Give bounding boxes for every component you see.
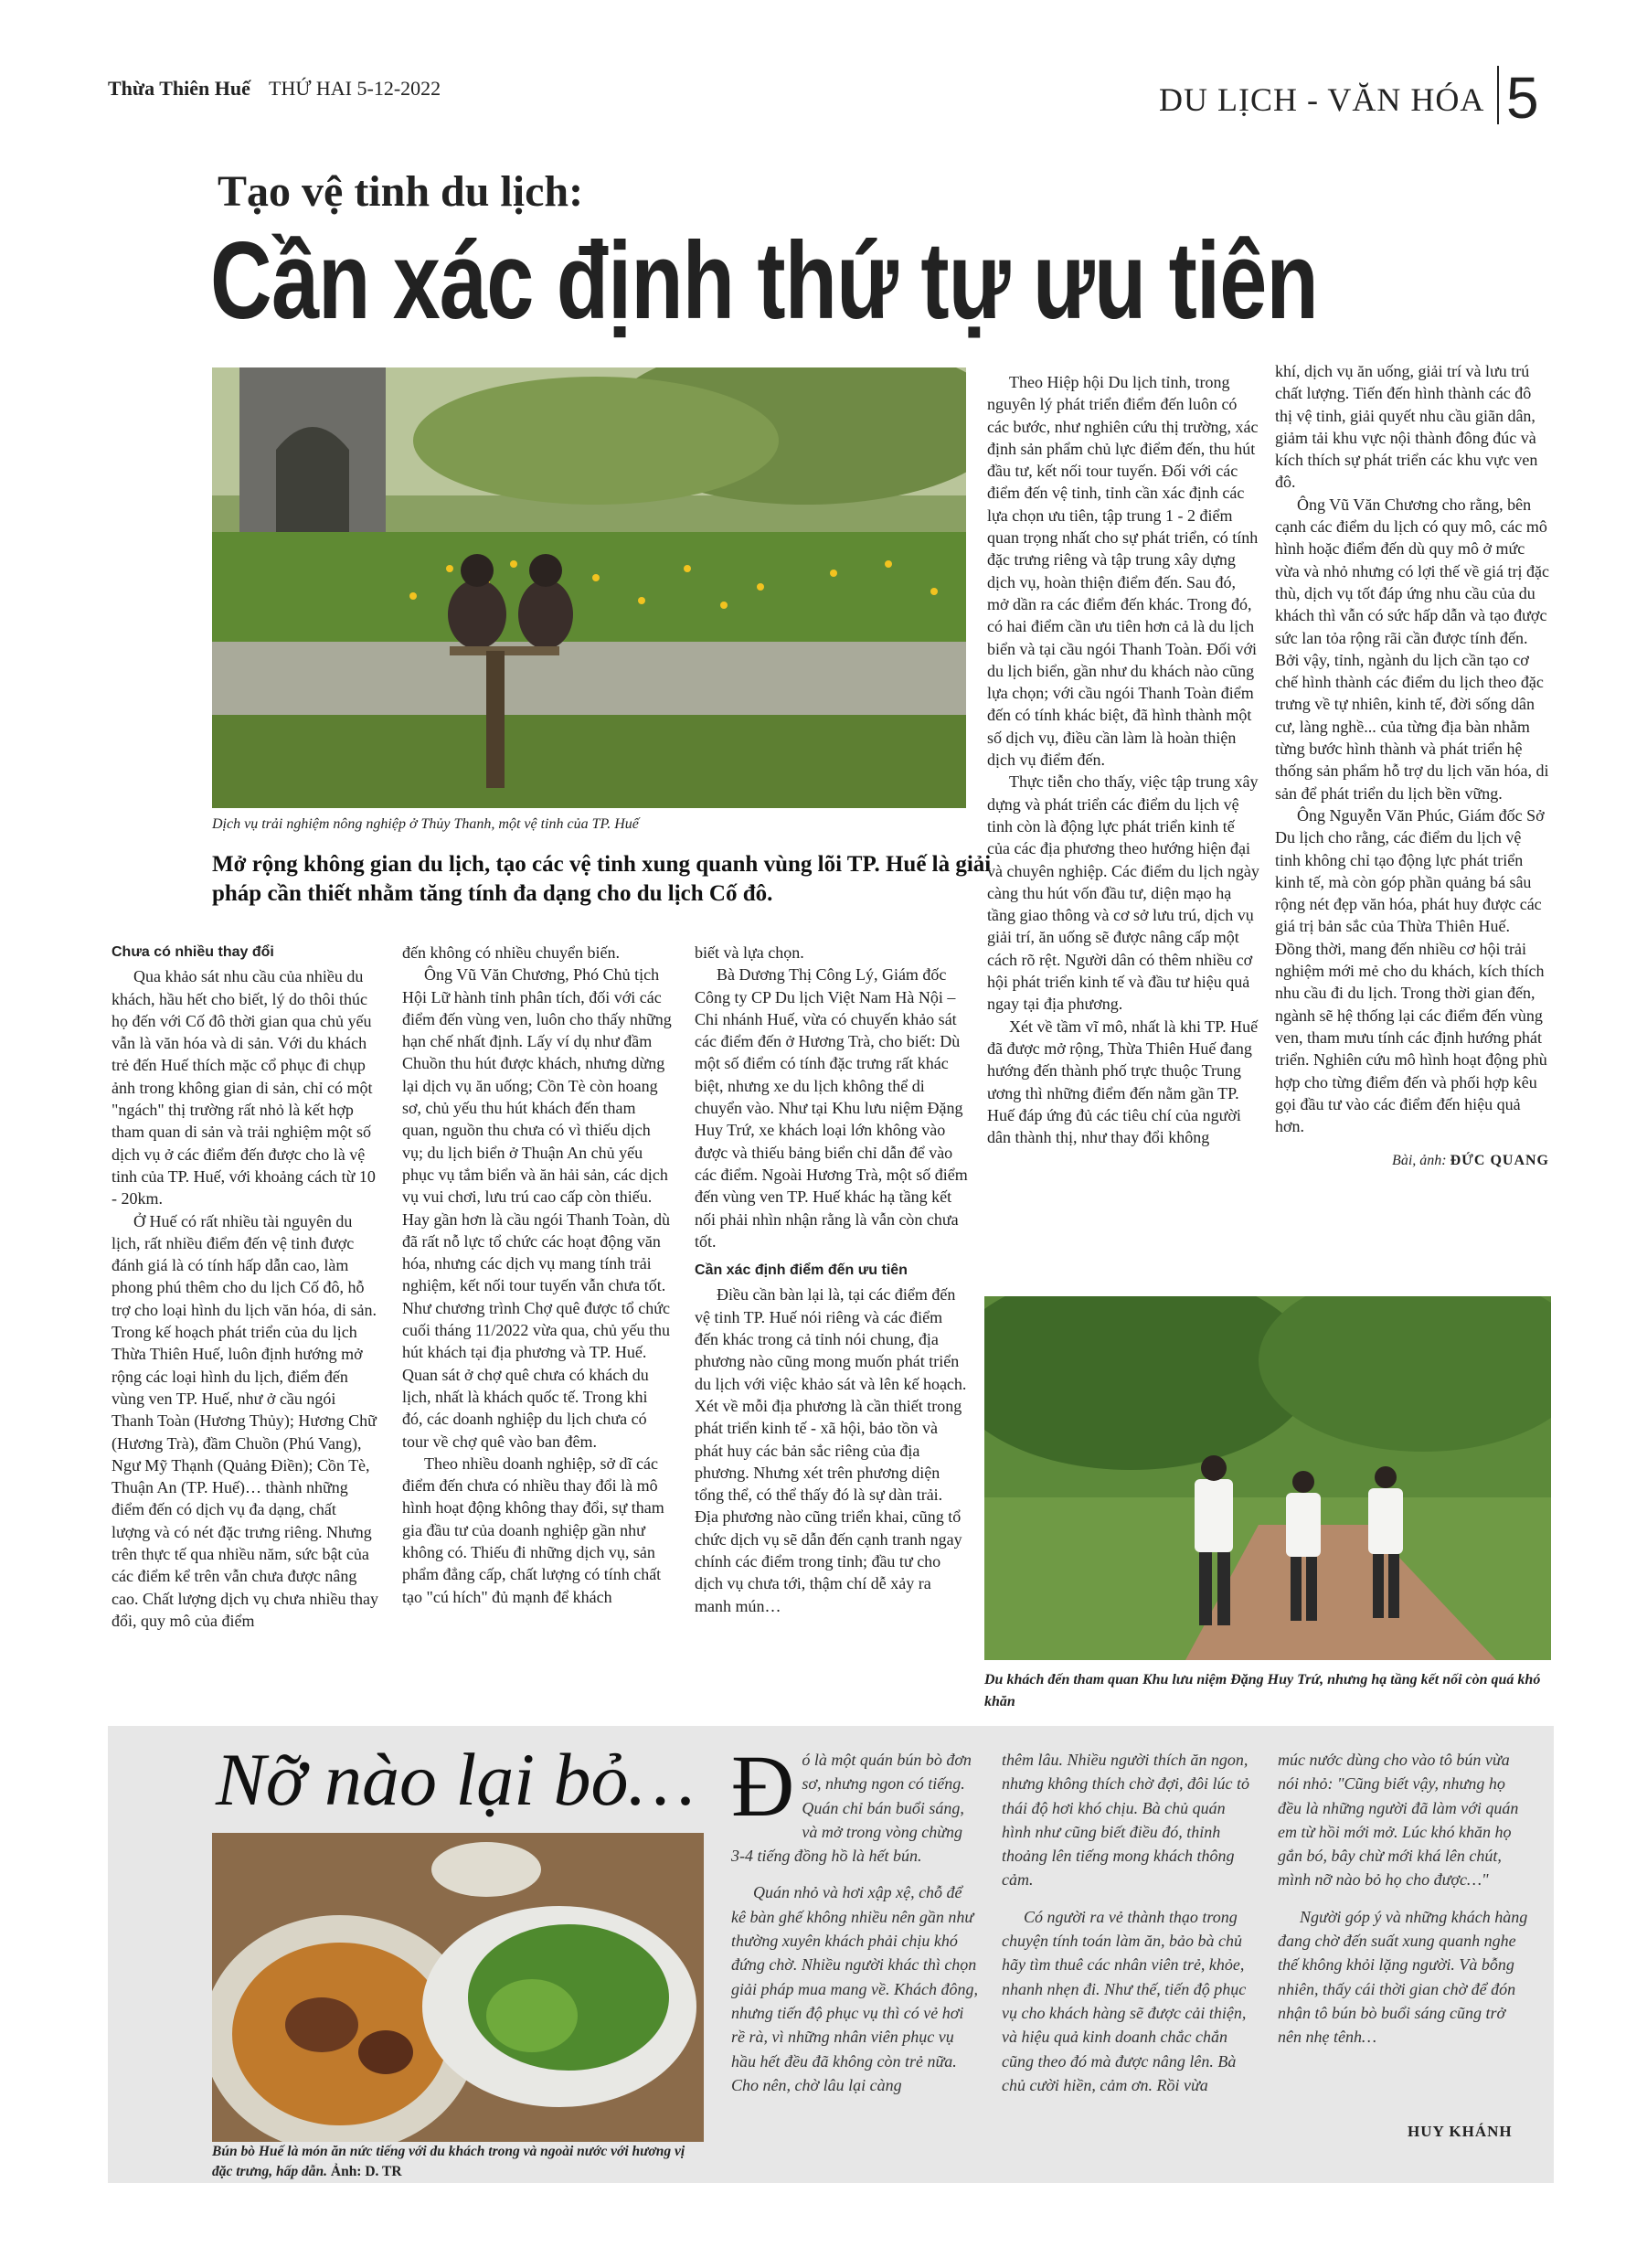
bun-bo-photo-credit: Ảnh: D. TR: [330, 2164, 402, 2179]
paragraph: Ông Vũ Văn Chương, Phó Chủ tịch Hội Lữ hành tỉnh phân tích, đối với các điểm đến vùng ven, luôn cho thấy những hạn chế nhất định. Lấy ví dụ như đầm Chuồn thu hút được khách, nhưng dừng lại dịch vụ ăn uống; Cồn Tè còn hoang sơ, chủ yếu thu hút khách đến tham quan, nguồn thu chưa có vì thiếu dịch vụ; du lịch biển ở Thuận An chủ yếu phục vụ tắm biển và ăn hải sản, các dịch vụ vui chơi, lưu trú cao cấp còn thiếu. Hay gần hơn là cầu ngói Thanh Toàn, dù đã rất nỗ lực tổ chức các hoạt động văn hóa, nhưng các dịch vụ mang tính trải nghiệm, kết nối tour tuyến vẫn chưa tốt. Như chương trình Chợ quê được tổ chức cuối tháng 11/2022 vừa qua, chủ yếu thu hút khách tại địa phương và TP. Huế. Quan sát ở chợ quê chưa có khách du lịch, nhất là khách quốc tế. Trong khi đó, các doanh nghiệp du lịch chưa có tour về chợ quê vào ban đêm.: [402, 965, 672, 1451]
subhead-no-change: Chưa có nhiều thay đổi: [112, 944, 274, 960]
paragraph: Quán nhỏ và hơi xập xệ, chỗ để kê bàn ghế không nhiều nên gần như thường xuyên khách phải chịu khó đứng chờ. Nhiều người khác thì chọn giải pháp mua mang về. Khách đông, nhưng tiến độ phục vụ thì có vẻ hơi rề rà, vì những nhân viên phục vụ hầu hết đều đã không còn trẻ nữa. Cho nên, chờ lâu lại càng: [731, 1883, 978, 2094]
bun-bo-caption-text: Bún bò Huế là món ăn nức tiếng với du khách trong và ngoài nước với hương vị đặc trưng, hấp dẫn.: [212, 2144, 685, 2179]
photo2-caption: Du khách đến tham quan Khu lưu niệm Đặng Huy Trứ, nhưng hạ tầng kết nối còn quá khó khăn: [984, 1672, 1541, 1709]
paragraph: Bà Dương Thị Công Lý, Giám đốc Công ty CP Du lịch Việt Nam Hà Nội – Chi nhánh Huế, vừa có chuyến khảo sát các điểm đến ở Hương Trà, cho biết: Dù một số điểm có tính đặc trưng rất khác biệt, nhưng xe du lịch không thể di chuyển vào. Như tại Khu lưu niệm Đặng Huy Trứ, xe khách loại lớn không vào được và thiếu bảng biển chỉ dẫn để vào các điểm. Ngoài Hương Trà, một số điểm đến vùng ven TP. Huế khác hạ tầng kết nối phải nhìn nhận rằng là vẫn còn chưa tốt.: [695, 965, 968, 1251]
byline-author: ĐỨC QUANG: [1450, 1153, 1549, 1169]
article-headline: Cần xác định thứ tự ưu tiên: [210, 219, 1318, 342]
paragraph: Ông Vũ Văn Chương cho rằng, bên cạnh các điểm du lịch có quy mô, các mô hình hoặc điểm đến dù quy mô ở mức vừa và nhỏ nhưng có lợi thế về giá trị đặc thù, dịch vụ tốt đáp ứng nhu cầu của du khách thì vẫn có sức hấp dẫn và tạo được sức lan tỏa rộng rãi cần được tính đến. Bởi vậy, tỉnh, ngành du lịch cần tạo cơ chế hình thành các điểm du lịch theo đặc trưng về tự nhiên, kinh tế, đời sống dân cư, làng nghề... của từng địa bàn nhằm từng bước hình thành và phát triển hệ thống sản phẩm hỗ trợ du lịch văn hóa, di sản để phát triển du lịch bền vững.: [1275, 495, 1549, 803]
paragraph: Người góp ý và những khách hàng đang chờ đến suất xung quanh nghe thế không khỏi lặng người. Và bỗng nhiên, thấy cái thời gian chờ để đón nhận tô bún bò buổi sáng cũng trở nên nhẹ tênh…: [1278, 1907, 1528, 2047]
photo1-caption: Dịch vụ trải nghiệm nông nghiệp ở Thủy Thanh, một vệ tinh của TP. Huế: [212, 816, 639, 832]
page-number: 5: [1506, 65, 1539, 131]
subhead-priority: Cần xác định điểm đến ưu tiên: [695, 1262, 908, 1279]
sidebar-column-1: [731, 1737, 980, 2110]
byline-label: Bài, ảnh:: [1392, 1153, 1447, 1169]
issue-date: THỨ HAI 5-12-2022: [269, 77, 441, 100]
photo-memorial-visit: [984, 1296, 1551, 1660]
paragraph: Xét về tầm vĩ mô, nhất là khi TP. Huế đã được mở rộng, Thừa Thiên Huế đang hướng đến thành phố trực thuộc Trung ương thì những điểm đến nằm gần TP. Huế đáp ứng đủ các tiêu chí của người dân thành thị, như thay đổi không: [987, 1017, 1259, 1147]
masthead: [108, 65, 1552, 131]
section-name: DU LỊCH - VĂN HÓA: [1159, 81, 1485, 118]
article-column-1: [112, 942, 378, 1632]
article-kicker: Tạo vệ tinh du lịch:: [218, 167, 584, 216]
paragraph: Điều cần bàn lại là, tại các điểm đến vệ tinh TP. Huế nói riêng và các điểm đến khác trong cả tỉnh nói chung, địa phương nào cũng mong muốn phát triển du lịch với việc khảo sát và lên kế hoạch. Xét về mỗi địa phương là cần thiết trong phát triển kinh tế - xã hội, bảo tồn và phát huy các bản sắc riêng của địa phương. Nhưng xét trên phương diện tổng thể, có thể thấy đó là sự dàn trải. Địa phương nào cũng triển khai, cũng tổ chức dịch vụ sẽ dẫn đến cạnh tranh ngay chính các điểm trong tỉnh; đầu tư cho dịch vụ chưa tới, thậm chí dễ xảy ra manh mún…: [695, 1285, 967, 1615]
paragraph: Theo Hiệp hội Du lịch tỉnh, trong nguyên lý phát triển điểm đến luôn có các bước, như nghiên cứu thị trường, xác định sản phẩm chủ lực điểm đến, thu hút đầu tư, kết nối tour tuyến. Đối với các điểm đến vệ tinh, tỉnh cần xác định các lựa chọn ưu tiên, tập trung 1 - 2 điểm quan trọng nhất cho sự phát triển, có tính đặc trưng riêng và tập trung xây dựng dịch vụ, hoàn thiện điểm đến. Sau đó, mở dần ra các điểm đến khác. Trong đó, có hai điểm cần ưu tiên hơn cả là du lịch biển và tại cầu ngói Thanh Toàn. Đối với du lịch biển, gần như du khách nào cũng lựa chọn; với cầu ngói Thanh Toàn điểm đến có tính khác biệt, đã hình thành một số dịch vụ, điều cần làm là hoàn thiện dịch vụ điểm đến.: [987, 373, 1259, 770]
paragraph: Ông Nguyễn Văn Phúc, Giám đốc Sở Du lịch cho rằng, các điểm du lịch vệ tinh không chỉ tạo động lực phát triển kinh tế, mà còn góp phần quảng bá sâu rộng nét đẹp văn hóa, phát huy được các giá trị bản sắc của Thừa Thiên Huế. Đồng thời, mang đến nhiều cơ hội trải nghiệm mới mẻ cho du khách, kích thích nhu cầu đi du lịch. Trong thời gian đến, ngành sẽ hệ thống lại các điểm đến vùng ven, tham mưu tính các định hướng phát triển. Nghiên cứu mô hình hoạt động phù hợp cho từng điểm đến và phối hợp kêu gọi đầu tư vào các điểm đến hiệu quả hơn.: [1275, 805, 1547, 1136]
paragraph: Thực tiễn cho thấy, việc tập trung xây dựng và phát triển các điểm du lịch vệ tinh còn là động lực phát triển kinh tế của các địa phương theo hướng hiện đại và chuyên nghiệp. Các điểm du lịch ngày càng thu hút vốn đầu tư, diện mạo hạ tầng giao thông và cơ sở lưu trú, dịch vụ giải trí, ăn uống sẽ được nâng cấp một cách rõ rệt. Người dân có thêm nhiều cơ hội phát triển kinh tế và đầu tư hiệu quả ngay tại địa phương.: [987, 772, 1259, 1014]
article-byline: [1275, 1150, 1549, 1172]
newspaper-name: Thừa Thiên Huế: [108, 77, 250, 100]
paragraph: biết và lựa chọn.: [695, 943, 804, 962]
article-lead: Mở rộng không gian du lịch, tạo các vệ tinh xung quanh vùng lõi TP. Huế là giải pháp cần thiết nhằm tăng tính đa dạng cho du lịch Cố đô.: [212, 852, 992, 906]
paragraph: Qua khảo sát nhu cầu của nhiều du khách, hầu hết cho biết, lý do thôi thúc họ đến với Cố đô thời gian qua chủ yếu vẫn là văn hóa và di sản. Với du khách trẻ đến Huế thích mặc cổ phục đi chụp ảnh trong không gian di sản, chỉ có một "ngách" thị trường rất nhỏ là kết hợp tham quan di sản và trải nghiệm một số dịch vụ ở các điểm đến được cho là vệ tinh của TP. Huế, với khoảng cách từ 10 - 20km.: [112, 967, 376, 1209]
article-column-2: [402, 942, 672, 1608]
article-column-3: [695, 942, 969, 1617]
sidebar-column-3: [1278, 1748, 1530, 2062]
paragraph: đến không có nhiều chuyển biến.: [402, 943, 620, 962]
dropcap-letter: Đ: [731, 1737, 795, 1835]
sidebar-byline: HUY KHÁNH: [1408, 2123, 1513, 2140]
paragraph: ó là một quán bún bò đơn sơ, nhưng ngon có tiếng. Quán chỉ bán buổi sáng, và mở trong vòng chừng 3-4 tiếng đồng hồ là hết bún.: [731, 1751, 972, 1866]
paragraph: Có người ra vẻ thành thạo trong chuyện tính toán làm ăn, bảo bà chủ hãy tìm thuê các nhân viên trẻ, khỏe, nhanh nhẹn đi. Như thế, tiến độ phục vụ cho khách hàng sẽ được cải thiện, và hiệu quả kinh doanh chắc chắn cũng theo đó mà được nâng lên. Bà chủ cười hiền, cảm ơn. Rồi vừa: [1002, 1907, 1247, 2094]
article-column-5: [1275, 360, 1549, 1173]
masthead-divider: [1497, 66, 1499, 124]
paragraph: Theo nhiều doanh nghiệp, sở dĩ các điểm đến chưa có nhiều thay đổi là mô hình hoạt động không thay đổi, sự tham gia đầu tư của doanh nghiệp gần như không có. Thiếu đi những dịch vụ, sản phẩm đẳng cấp, chất lượng có tính chất tạo "cú hích" đủ mạnh để khách: [402, 1453, 664, 1606]
paragraph: múc nước dùng cho vào tô bún vừa nói nhỏ: "Cũng biết vậy, nhưng họ đều là những người đã làm với quán em từ hồi mới mở. Lúc khó khăn họ gắn bó, bây chừ mới khá lên chút, mình nỡ nào bỏ họ cho được…": [1278, 1751, 1519, 1890]
article-column-4: [987, 371, 1259, 1148]
paragraph: Ở Huế có rất nhiều tài nguyên du lịch, rất nhiều điểm đến vệ tinh được đánh giá là có tính hấp dẫn cao, làm phong phú thêm cho du lịch Cố đô, hỗ trợ cho loại hình du lịch văn hóa, di sản. Trong kế hoạch phát triển của du lịch Thừa Thiên Huế, luôn định hướng mở rộng các loại hình du lịch, điểm đến vùng ven TP. Huế, như ở cầu ngói Thanh Toàn (Hương Thủy); Hương Chữ (Hương Trà), đầm Chuồn (Phú Vang), Ngư Mỹ Thạnh (Quảng Điền); Cồn Tè, Thuận An (TP. Huế)… thành những điểm đến có dịch vụ đa dạng, chất lượng và có nét đặc trưng riêng. Nhưng trên thực tế qua nhiều năm, sức bật của các điểm kể trên vẫn chưa được nâng cao. Chất lượng dịch vụ chưa nhiều thay đổi, quy mô của điểm: [112, 1211, 378, 1630]
sidebar-column-2: [1002, 1748, 1254, 2110]
bun-bo-caption: [212, 2142, 706, 2182]
sidebar-title: Nỡ nào lại bỏ…: [216, 1738, 696, 1821]
paragraph: khí, dịch vụ ăn uống, giải trí và lưu trú chất lượng. Tiến đến hình thành các đô thị vệ tinh, giải quyết nhu cầu giãn dân, giảm tải khu vực nội thành đông đúc và kích thích sự phát triển các khu vực ven đô.: [1275, 362, 1538, 492]
paragraph: thêm lâu. Nhiều người thích ăn ngon, nhưng không thích chờ đợi, đôi lúc tỏ thái độ hơi khó chịu. Bà chủ quán hình như cũng biết điều đó, thỉnh thoảng lên tiếng mong khách thông cảm.: [1002, 1751, 1249, 1890]
photo-farm-experience: [212, 367, 966, 808]
photo-bun-bo-hue: [212, 1833, 704, 2142]
